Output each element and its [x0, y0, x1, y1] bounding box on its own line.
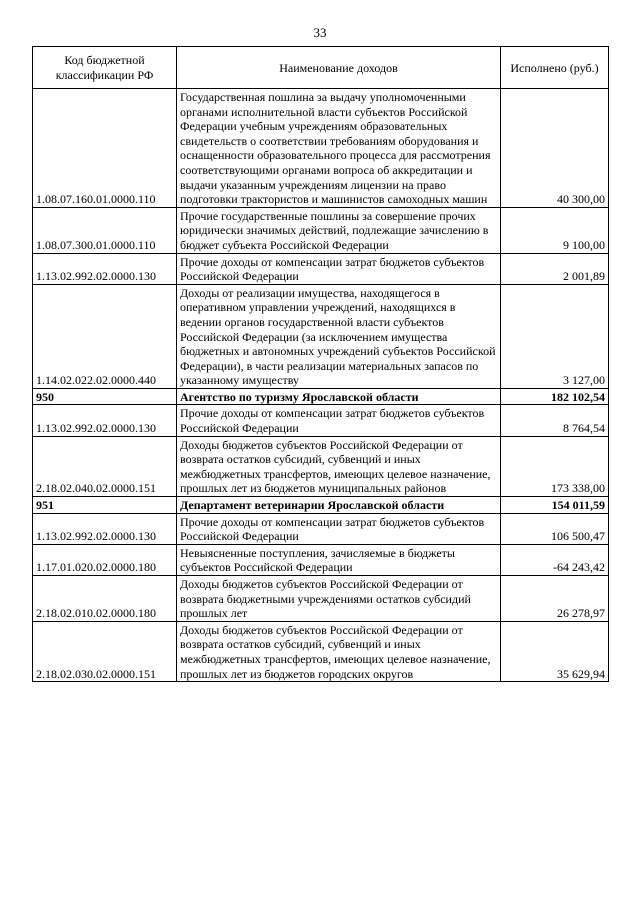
cell-amount: 40 300,00 — [501, 89, 609, 208]
cell-amount: 154 011,59 — [501, 497, 609, 514]
cell-name: Прочие доходы от компенсации затрат бюджетов субъектов Российской Федерации — [177, 253, 501, 284]
table-row — [33, 89, 609, 208]
cell-name: Департамент ветеринарии Ярославской области — [177, 497, 501, 514]
table-row — [33, 621, 609, 681]
revenue-table — [32, 46, 609, 682]
cell-name: Доходы от реализации имущества, находящегося в оперативном управлении учреждений, находящихся в ведении органов государственной власти субъектов Российской Федерации (за исключением имущества бюджетных и автономных учреждений субъектов Российской Федерации), в части реализации материальных запасов по указанному имуществу — [177, 284, 501, 388]
cell-code: 1.08.07.160.01.0000.110 — [33, 89, 177, 208]
cell-amount: 35 629,94 — [501, 621, 609, 681]
cell-amount: 106 500,47 — [501, 513, 609, 544]
cell-name: Прочие государственные пошлины за совершение прочих юридически значимых действий, подлежащие зачислению в бюджет субъекта Российской Федерации — [177, 207, 501, 253]
cell-name: Доходы бюджетов субъектов Российской Федерации от возврата остатков субсидий, субвенций и иных межбюджетных трансфертов, имеющих целевое назначение, прошлых лет из бюджетов муниципальных районов — [177, 436, 501, 496]
table-row — [33, 405, 609, 436]
table-row — [33, 207, 609, 253]
header-code: Код бюджетной классификации РФ — [33, 47, 177, 89]
cell-code: 1.14.02.022.02.0000.440 — [33, 284, 177, 388]
cell-name: Доходы бюджетов субъектов Российской Федерации от возврата бюджетными учреждениями остатков субсидий прошлых лет — [177, 576, 501, 622]
cell-name: Агентство по туризму Ярославской области — [177, 388, 501, 405]
cell-amount: 2 001,89 — [501, 253, 609, 284]
table-row — [33, 436, 609, 496]
cell-code: 1.13.02.992.02.0000.130 — [33, 513, 177, 544]
cell-code: 1.17.01.020.02.0000.180 — [33, 544, 177, 575]
table-row — [33, 544, 609, 575]
table-section-row — [33, 388, 609, 405]
table-section-row — [33, 497, 609, 514]
table-row — [33, 576, 609, 622]
cell-code: 951 — [33, 497, 177, 514]
cell-code: 2.18.02.010.02.0000.180 — [33, 576, 177, 622]
cell-code: 2.18.02.030.02.0000.151 — [33, 621, 177, 681]
cell-amount: 26 278,97 — [501, 576, 609, 622]
table-row — [33, 253, 609, 284]
cell-name: Доходы бюджетов субъектов Российской Федерации от возврата остатков субсидий, субвенций и иных межбюджетных трансфертов, имеющих целевое назначение, прошлых лет из бюджетов городских округов — [177, 621, 501, 681]
cell-amount: 9 100,00 — [501, 207, 609, 253]
header-name: Наименование доходов — [177, 47, 501, 89]
cell-amount: 173 338,00 — [501, 436, 609, 496]
cell-code: 1.13.02.992.02.0000.130 — [33, 405, 177, 436]
table-row — [33, 513, 609, 544]
cell-name: Невыясненные поступления, зачисляемые в бюджеты субъектов Российской Федерации — [177, 544, 501, 575]
table-header-row — [33, 47, 609, 89]
cell-code: 1.08.07.300.01.0000.110 — [33, 207, 177, 253]
page-number: 33 — [313, 25, 327, 40]
table-row — [33, 284, 609, 388]
cell-amount: -64 243,42 — [501, 544, 609, 575]
cell-amount: 8 764,54 — [501, 405, 609, 436]
cell-amount: 182 102,54 — [501, 388, 609, 405]
cell-name: Государственная пошлина за выдачу уполномоченными органами исполнительной власти субъектов Российской Федерации учебным учреждениям образовательных свидетельств о соответствии требованиям оборудования и оснащенности образовательного процесса для рассмотрения соответствующими органами вопроса об аккредитации и выдачи указанным учреждениям лицензии на право подготовки трактористов и машинистов самоходных машин — [177, 89, 501, 208]
cell-name: Прочие доходы от компенсации затрат бюджетов субъектов Российской Федерации — [177, 513, 501, 544]
table-body — [33, 89, 609, 682]
cell-code: 950 — [33, 388, 177, 405]
cell-code: 2.18.02.040.02.0000.151 — [33, 436, 177, 496]
header-amount: Исполнено (руб.) — [501, 47, 609, 89]
cell-amount: 3 127,00 — [501, 284, 609, 388]
cell-name: Прочие доходы от компенсации затрат бюджетов субъектов Российской Федерации — [177, 405, 501, 436]
cell-code: 1.13.02.992.02.0000.130 — [33, 253, 177, 284]
